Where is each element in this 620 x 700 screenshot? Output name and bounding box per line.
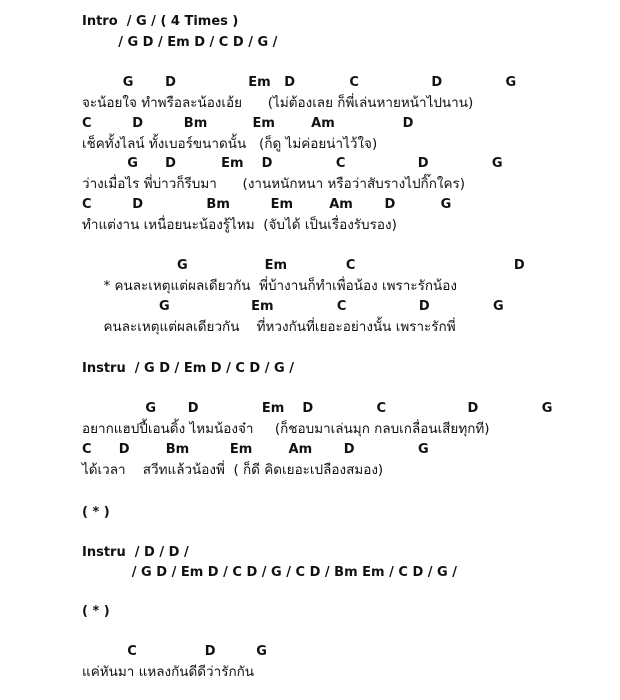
intro-chords: / G D / Em D / C D / G / <box>82 35 278 50</box>
outro-chords: C D G <box>82 644 267 659</box>
repeat-chorus-2: ( * ) <box>82 604 110 619</box>
instru-line: Instru / G D / Em D / C D / G / <box>82 361 294 376</box>
outro-lyrics: แค่หันมา แหลงกันดีดีว่ารักกัน <box>82 664 255 680</box>
verse1-lyrics-4: ทำแต่งาน เหนื่อยนะน้องรู้ไหม (จับได้ เป็นเรื่องรับรอง) <box>82 217 397 233</box>
verse1-chords-3: G D Em D C D G <box>82 156 503 171</box>
verse1-lyrics-1: จะน้อยใจ ทำพรือละน้องเอ้ย (ไม่ต้องเลย ก็พี่เล่นหายหน้าไปนาน) <box>82 95 474 111</box>
repeat-chorus-1: ( * ) <box>82 505 110 520</box>
verse1-lyrics-2: เช็คทั้งไลน์ ทั้งเบอร์ขนาดนั้น (ก็ดู ไม่ค่อยน่าไว้ใจ) <box>82 136 378 152</box>
verse2-chords-2: C D Bm Em Am D G <box>82 442 429 457</box>
instru-line-2: Instru / D / D / <box>82 545 189 560</box>
verse1-chords-4: C D Bm Em Am D G <box>82 197 452 212</box>
intro-line: Intro / G / ( 4 Times ) <box>82 14 239 29</box>
verse1-lyrics-3: ว่างเมื่อไร พี่บ่าวก็รีบมา (งานหนักหนา หรือว่าสับรางไปกิ๊กใคร) <box>82 176 466 192</box>
chorus-lyrics-2: คนละเหตุแต่ผลเดียวกัน ที่หวงกันที่เยอะอย่างนั้น เพราะรักพี่ <box>82 319 456 335</box>
verse2-lyrics-2: ได้เวลา สวีทแล้วน้องพี่ ( ก็ดี คิดเยอะเปลืองสมอง) <box>82 462 384 478</box>
verse2-chords-1: G D Em D C D G <box>82 401 553 416</box>
verse1-chords-1: G D Em D C D G <box>82 75 517 90</box>
chorus-lyrics-1: * คนละเหตุแต่ผลเดียวกัน พี่บ้างานก็ทำเพื่อน้อง เพราะรักน้อง <box>82 278 457 294</box>
chorus-chords-2: G Em C D G <box>82 299 504 314</box>
instru-chords-2: / G D / Em D / C D / G / C D / Bm Em / C D / G / <box>82 565 457 580</box>
verse1-chords-2: C D Bm Em Am D <box>82 116 414 131</box>
verse2-lyrics-1: อยากแฮปปี้เอนดิ้ง ไหมน้องจ๋า (ก็ชอบมาเล่นมุก กลบเกลื่อนเสียทุกที) <box>82 421 490 437</box>
chorus-chords-1: G Em C D <box>82 258 525 273</box>
